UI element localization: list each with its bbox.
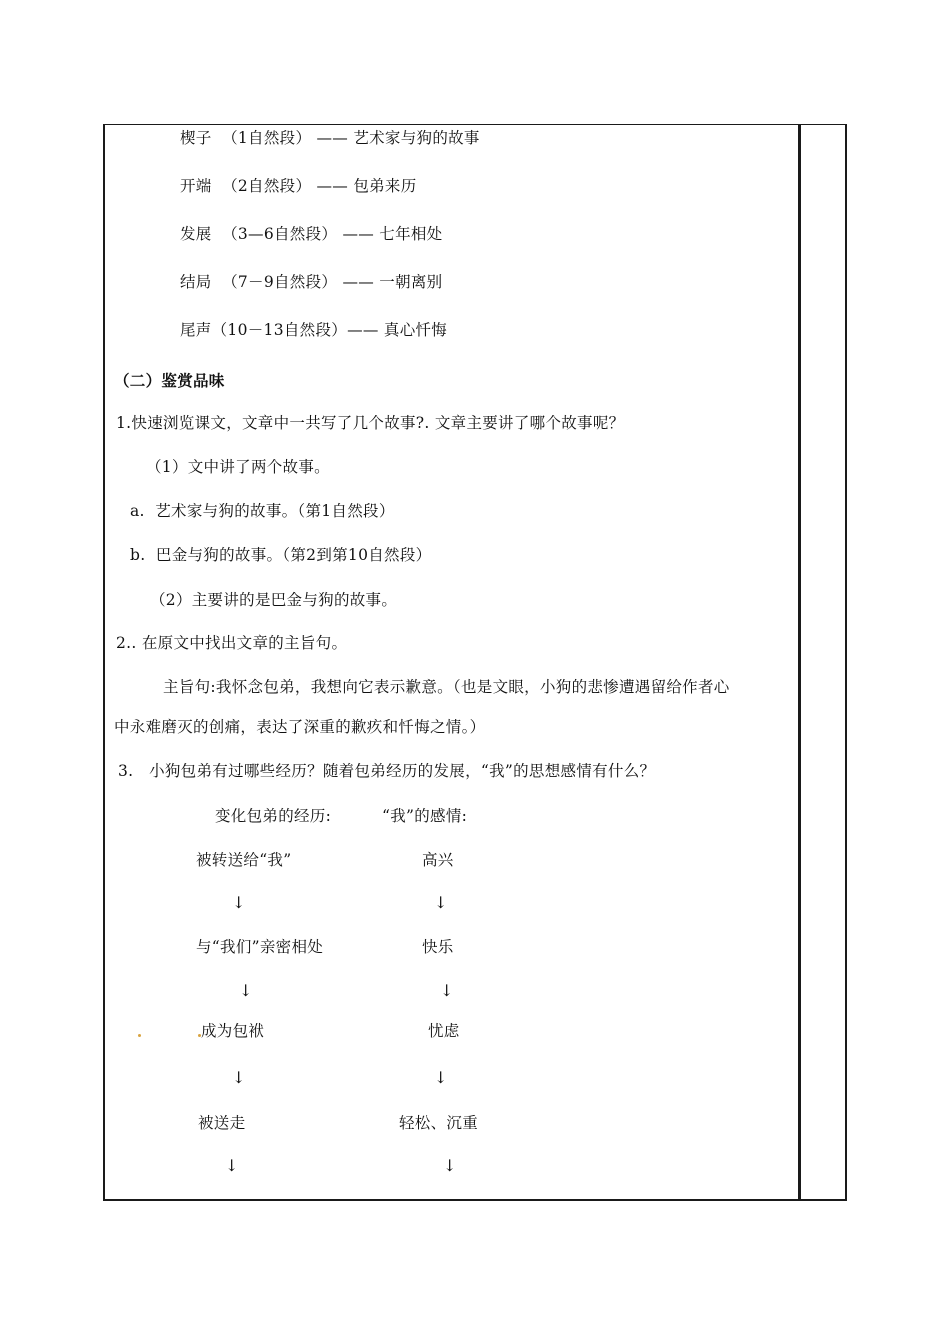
question-2-answer-line2: 中永难磨灭的创痛，表达了深重的歉疚和忏悔之情。） bbox=[114, 718, 486, 736]
question-1-answer-1b: b. 巴金与狗的故事。（第2到第10自然段） bbox=[130, 546, 432, 564]
section-heading: （二）鉴赏品味 bbox=[114, 371, 225, 390]
down-arrow-icon: ↓ bbox=[239, 981, 253, 1000]
flow-header-left: 变化包弟的经历: bbox=[215, 807, 332, 825]
question-1: 1.快速浏览课文，文章中一共写了几个故事?. 文章主要讲了哪个故事呢？ bbox=[116, 414, 625, 432]
structure-row-1 bbox=[180, 128, 480, 148]
flow-left-2: 与“我们”亲密相处 bbox=[196, 938, 324, 956]
question-3: 3. 小狗包弟有过哪些经历？随着包弟经历的发展，“我”的思想感情有什么？ bbox=[118, 762, 656, 780]
question-2: 2.. 在原文中找出文章的主旨句。 bbox=[116, 634, 348, 652]
structure-dash: —— bbox=[316, 177, 349, 195]
column-divider bbox=[798, 124, 801, 1201]
flow-right-3: 忧虑 bbox=[428, 1022, 460, 1040]
flow-right-2: 快乐 bbox=[422, 938, 454, 956]
flow-left-4: 被送走 bbox=[198, 1114, 246, 1132]
down-arrow-icon: ↓ bbox=[225, 1156, 239, 1175]
flow-header-right: “我”的感情: bbox=[382, 807, 468, 825]
question-1-answer-1: （1）文中讲了两个故事。 bbox=[146, 458, 330, 476]
down-arrow-icon: ↓ bbox=[232, 893, 246, 912]
structure-label: 尾声 bbox=[180, 321, 212, 339]
structure-row-5 bbox=[180, 320, 447, 340]
speck-mark bbox=[138, 1034, 141, 1037]
structure-dash: —— bbox=[316, 129, 349, 147]
structure-label: 开端 bbox=[180, 177, 212, 195]
structure-content: 包弟来历 bbox=[353, 177, 417, 195]
structure-dash: —— bbox=[347, 321, 379, 339]
structure-row-3 bbox=[180, 224, 442, 244]
flow-left-3: 成为包袱 bbox=[201, 1022, 265, 1040]
structure-label: 楔子 bbox=[180, 129, 212, 147]
question-2-answer-line1: 主旨句:我怀念包弟，我想向它表示歉意。（也是文眼，小狗的悲惨遭遇留给作者心 bbox=[163, 678, 730, 696]
structure-range: （3—6自然段） bbox=[222, 225, 338, 243]
structure-range: （10－13自然段） bbox=[211, 321, 348, 339]
structure-content: 艺术家与狗的故事 bbox=[353, 129, 480, 147]
structure-content: 七年相处 bbox=[379, 225, 443, 243]
flow-left-1: 被转送给“我” bbox=[196, 851, 292, 869]
structure-content: 真心忏悔 bbox=[383, 321, 448, 339]
question-1-answer-2: （2）主要讲的是巴金与狗的故事。 bbox=[150, 591, 398, 609]
flow-right-1: 高兴 bbox=[422, 851, 454, 869]
structure-range: （2自然段） bbox=[222, 177, 312, 195]
down-arrow-icon: ↓ bbox=[232, 1068, 246, 1087]
structure-content: 一朝离别 bbox=[379, 273, 443, 291]
down-arrow-icon: ↓ bbox=[434, 1068, 448, 1087]
structure-row-2 bbox=[180, 176, 417, 196]
question-1-answer-1a: a. 艺术家与狗的故事。（第1自然段） bbox=[130, 502, 395, 520]
structure-label: 结局 bbox=[180, 273, 212, 291]
flow-right-4: 轻松、沉重 bbox=[399, 1114, 479, 1132]
structure-dash: —— bbox=[342, 273, 375, 291]
structure-dash: —— bbox=[342, 225, 375, 243]
structure-row-4 bbox=[180, 272, 442, 292]
down-arrow-icon: ↓ bbox=[434, 893, 448, 912]
down-arrow-icon: ↓ bbox=[440, 981, 454, 1000]
structure-label: 发展 bbox=[180, 225, 212, 243]
structure-range: （7－9自然段） bbox=[222, 273, 338, 291]
structure-range: （1自然段） bbox=[222, 129, 312, 147]
down-arrow-icon: ↓ bbox=[443, 1156, 457, 1175]
